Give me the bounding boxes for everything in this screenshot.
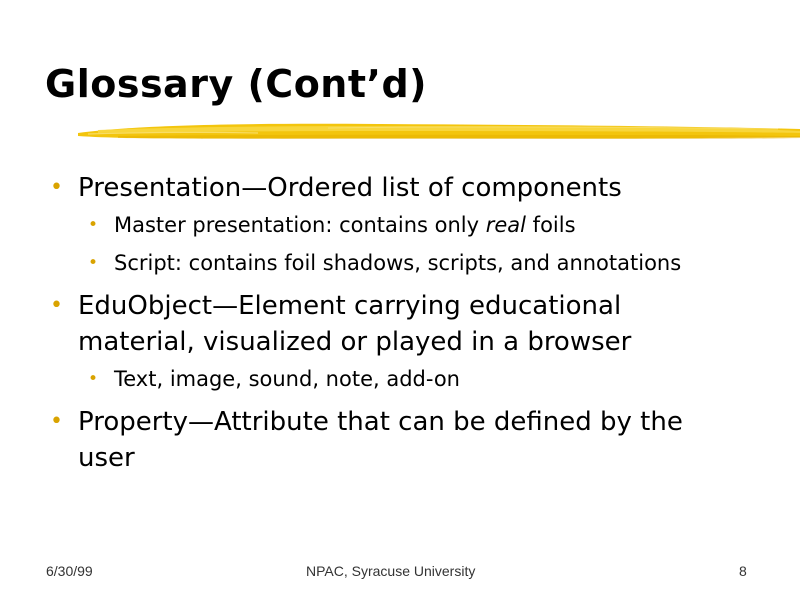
title-underline-brushstroke xyxy=(78,116,800,146)
bullet-text: Presentation—Ordered list of components xyxy=(78,173,622,203)
bullet-text-line1: EduObject—Element carrying educational xyxy=(78,291,622,321)
subbullet-text: Script: contains foil shadows, scripts, and annotations xyxy=(114,251,682,275)
bullet-dot-icon: • xyxy=(50,175,63,200)
footer-organization: NPAC, Syracuse University xyxy=(306,563,476,579)
slide-title: Glossary (Cont’d) xyxy=(45,62,428,106)
bullet-dot-icon: • xyxy=(88,253,99,273)
footer-page-number: 8 xyxy=(739,563,747,579)
bullet-presentation xyxy=(50,170,780,206)
subbullet-text-prefix: Master presentation: contains only xyxy=(114,213,486,237)
bullet-dot-icon: • xyxy=(50,293,63,318)
bullet-dot-icon: • xyxy=(88,215,99,235)
subbullet-text-suffix: foils xyxy=(526,213,576,237)
subbullet-script xyxy=(50,244,780,282)
bullet-eduobject xyxy=(50,288,780,360)
slide-body xyxy=(50,170,780,476)
subbullet-media-types xyxy=(50,360,780,398)
bullet-text-line2: material, visualized or played in a browser xyxy=(78,327,632,357)
footer-date: 6/30/99 xyxy=(46,563,93,579)
subbullet-master-presentation xyxy=(50,206,780,244)
bullet-dot-icon: • xyxy=(88,369,99,389)
subbullet-text: Text, image, sound, note, add-on xyxy=(114,367,460,391)
bullet-property xyxy=(50,404,780,476)
subbullet-emphasis: real xyxy=(485,213,526,237)
bullet-dot-icon: • xyxy=(50,409,63,434)
bullet-text-line2: user xyxy=(78,443,135,473)
bullet-text-line1: Property—Attribute that can be defined by the xyxy=(78,407,683,437)
